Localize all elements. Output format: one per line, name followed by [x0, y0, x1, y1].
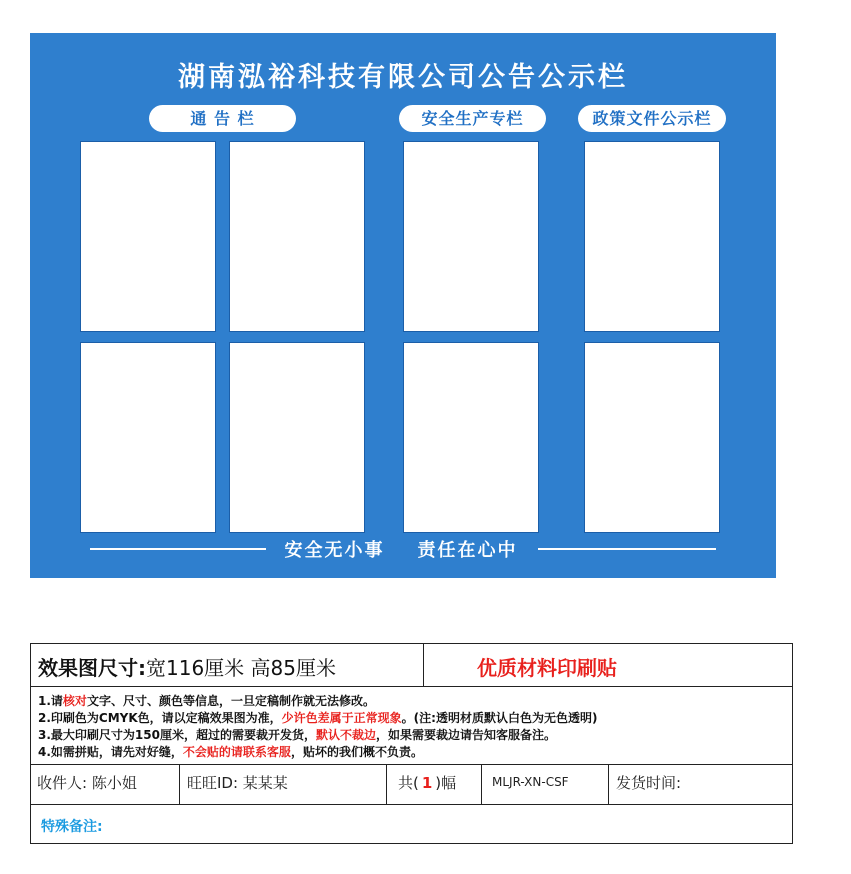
note-line [38, 727, 597, 744]
note-text: ，贴坏的我们概不负责。 [290, 745, 423, 759]
table-divider [386, 764, 387, 804]
print-notes [38, 693, 597, 761]
table-divider [481, 764, 482, 804]
note-highlight: 少许色差属于正常现象 [281, 711, 402, 725]
display-frame [403, 141, 539, 332]
display-frame [403, 342, 539, 533]
table-divider [179, 764, 180, 804]
display-frame [584, 141, 720, 332]
display-frame [584, 342, 720, 533]
size-value: 宽116厘米 高85厘米 [146, 656, 336, 680]
note-text: 。(注:透明材质默认白色为无色透明) [401, 711, 598, 725]
note-text: 2.印刷色为CMYK色，请以定稿效果图为准， [38, 711, 282, 725]
section-label-policy: 政策文件公示栏 [578, 105, 726, 132]
table-divider [31, 804, 792, 805]
ship-time-field: 发货时间: [616, 774, 682, 792]
table-divider [31, 764, 792, 765]
note-text: 文字、尺寸、颜色等信息，一旦定稿制作就无法修改。 [86, 694, 375, 708]
wangwang-id-field: 旺旺ID: 某某某 [187, 774, 288, 792]
board-slogan: 安全无小事 责任在心中 [284, 540, 518, 561]
display-frame [80, 342, 216, 533]
table-divider [31, 686, 792, 687]
order-info-table [30, 643, 793, 844]
board-title: 湖南泓裕科技有限公司公告公示栏 [178, 62, 628, 93]
count-suffix: )幅 [435, 774, 457, 792]
special-remarks-label: 特殊备注: [41, 819, 103, 835]
table-divider [608, 764, 609, 804]
slogan-divider-right [538, 548, 716, 550]
display-frame [229, 342, 365, 533]
product-code: MLJR-XN-CSF [492, 775, 569, 789]
effect-size [38, 652, 336, 681]
quality-label: 优质材料印刷贴 [477, 656, 617, 680]
section-label-notice: 通 告 栏 [149, 105, 296, 132]
count-value: 1 [421, 774, 433, 792]
count-prefix: 共( [398, 774, 419, 792]
note-line [38, 693, 597, 710]
table-divider [423, 644, 424, 686]
display-frame [229, 141, 365, 332]
note-text: ，如果需要裁边请告知客服备注。 [375, 728, 556, 742]
note-line [38, 744, 597, 761]
note-highlight: 核对 [62, 694, 87, 708]
note-text: 1.请 [38, 694, 63, 708]
display-frame [80, 141, 216, 332]
note-text: 3.最大印刷尺寸为150厘米，超过的需要裁开发货， [38, 728, 316, 742]
copy-count-field [398, 772, 456, 793]
section-label-safety: 安全生产专栏 [399, 105, 546, 132]
size-label: 效果图尺寸: [38, 656, 146, 680]
bulletin-board [30, 33, 776, 578]
note-highlight: 默认不裁边 [315, 728, 376, 742]
slogan-divider-left [90, 548, 266, 550]
note-text: 4.如需拼贴，请先对好缝， [38, 745, 183, 759]
note-line [38, 710, 597, 727]
note-highlight: 不会贴的请联系客服 [182, 745, 291, 759]
recipient-field: 收件人: 陈小姐 [37, 774, 137, 792]
